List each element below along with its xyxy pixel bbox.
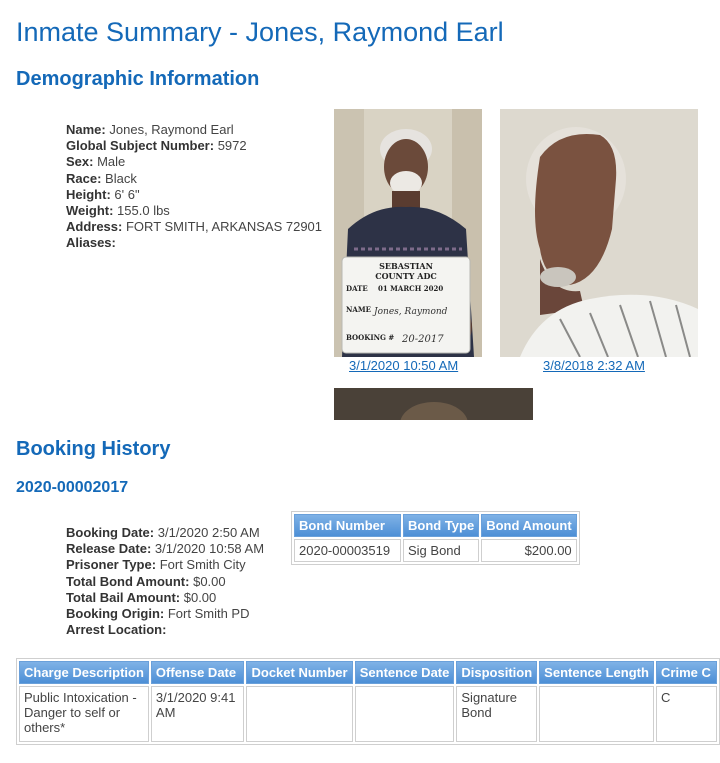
photo-caption-link[interactable]: 3/1/2020 10:50 AM (349, 358, 459, 373)
sex-row (66, 154, 322, 170)
height-row (66, 187, 322, 203)
field-value: Fort Smith City (159, 557, 246, 573)
column-header-bond-number: Bond Number (294, 514, 401, 537)
race-row (66, 171, 322, 187)
address-row (66, 219, 322, 235)
booking-photo-partial[interactable] (334, 388, 533, 420)
charges-table-viewport (16, 658, 720, 763)
placard-booking-value: 20-2017 (402, 334, 444, 345)
bond-table (291, 511, 580, 565)
placard-name-label: NAME (346, 305, 371, 314)
field-value: Fort Smith PD (167, 606, 250, 622)
booking-photo-profile[interactable] (500, 109, 698, 357)
booking-photo-partial-image (334, 388, 533, 420)
placard-name-value: Jones, Raymond (374, 307, 448, 317)
booking-date-row (66, 525, 264, 541)
column-header-offense-date: Offense Date (151, 661, 245, 684)
placard-line2: COUNTY ADC (375, 271, 437, 281)
field-label: Sex: (66, 154, 94, 170)
aliases-row (66, 235, 322, 251)
field-label: Name: (66, 122, 106, 137)
bond-type-cell: Sig Bond (403, 539, 479, 562)
charges-table (16, 658, 720, 745)
offense-date-cell: 3/1/2020 9:41 AM (151, 686, 245, 742)
table-row (294, 539, 577, 562)
demographic-heading: Demographic Information (16, 68, 260, 90)
field-value: 155.0 lbs (117, 203, 170, 219)
page-title: Inmate Summary - Jones, Raymond Earl (16, 17, 504, 47)
field-label: Prisoner Type: (66, 557, 157, 573)
field-label: Race: (66, 170, 102, 186)
global-subject-number-row (66, 138, 322, 154)
field-label: Total Bond Amount: (66, 573, 190, 589)
disposition-cell: Signature Bond (456, 686, 537, 742)
weight-row (66, 203, 322, 219)
table-row (19, 686, 717, 742)
booking-origin-row (66, 606, 264, 622)
column-header-bond-type: Bond Type (403, 514, 479, 537)
bond-table-header-row (294, 514, 577, 537)
booking-photo-front-image (334, 109, 482, 357)
total-bail-amount-row (66, 590, 264, 606)
field-label: Booking Date: (66, 525, 155, 540)
field-value: FORT SMITH, ARKANSAS 72901 (125, 219, 323, 235)
field-label: Height: (66, 186, 111, 202)
release-date-row (66, 541, 264, 557)
bond-amount-cell: $200.00 (481, 539, 576, 562)
total-bond-amount-row (66, 574, 264, 590)
field-value: Jones, Raymond Earl (109, 122, 234, 137)
field-label: Booking Origin: (66, 606, 165, 622)
arrest-location-row (66, 622, 264, 638)
field-label: Global Subject Number: (66, 138, 215, 154)
column-header-sentence-date: Sentence Date (355, 661, 455, 684)
field-value: Male (97, 154, 126, 170)
column-header-disposition: Disposition (456, 661, 537, 684)
field-value: 3/1/2020 2:50 AM (157, 525, 260, 540)
docket-number-cell (246, 686, 352, 742)
field-label: Aliases: (66, 235, 116, 251)
booking-info (66, 525, 264, 638)
field-label: Release Date: (66, 541, 152, 557)
booking-number: 2020-00002017 (16, 479, 129, 496)
booking-history-heading: Booking History (16, 438, 171, 460)
prisoner-type-row (66, 557, 264, 573)
column-header-crime-class: Crime C (656, 661, 717, 684)
field-label: Arrest Location: (66, 622, 167, 638)
placard-date-label: DATE (346, 284, 368, 293)
column-header-sentence-length: Sentence Length (539, 661, 654, 684)
field-value: 5972 (217, 138, 247, 154)
charges-table-header-row (19, 661, 717, 684)
booking-photo-front[interactable] (334, 109, 482, 357)
field-value: Black (105, 170, 137, 186)
column-header-bond-amount: Bond Amount (481, 514, 576, 537)
column-header-docket-number: Docket Number (246, 661, 352, 684)
field-value: 6' 6" (114, 186, 140, 202)
demographic-info (66, 122, 322, 252)
placard-date-value: 01 MARCH 2020 (378, 284, 444, 293)
booking-photo-profile-image (500, 109, 698, 357)
field-label: Address: (66, 219, 123, 235)
placard-line1: SEBASTIAN (379, 261, 433, 271)
field-label: Total Bail Amount: (66, 589, 181, 605)
field-label: Weight: (66, 203, 114, 219)
crime-class-cell: C (656, 686, 717, 742)
sentence-date-cell (355, 686, 455, 742)
photo-caption-link[interactable]: 3/8/2018 2:32 AM (543, 358, 645, 373)
field-value: $0.00 (183, 589, 217, 605)
column-header-charge-description: Charge Description (19, 661, 149, 684)
bond-number-cell: 2020-00003519 (294, 539, 401, 562)
sentence-length-cell (539, 686, 654, 742)
placard-booking-label: BOOKING # (346, 333, 395, 342)
name-row (66, 122, 322, 138)
charge-description-cell: Public Intoxication - Danger to self or others* (19, 686, 149, 742)
field-value: $0.00 (193, 573, 226, 589)
field-value: 3/1/2020 10:58 AM (154, 541, 265, 557)
